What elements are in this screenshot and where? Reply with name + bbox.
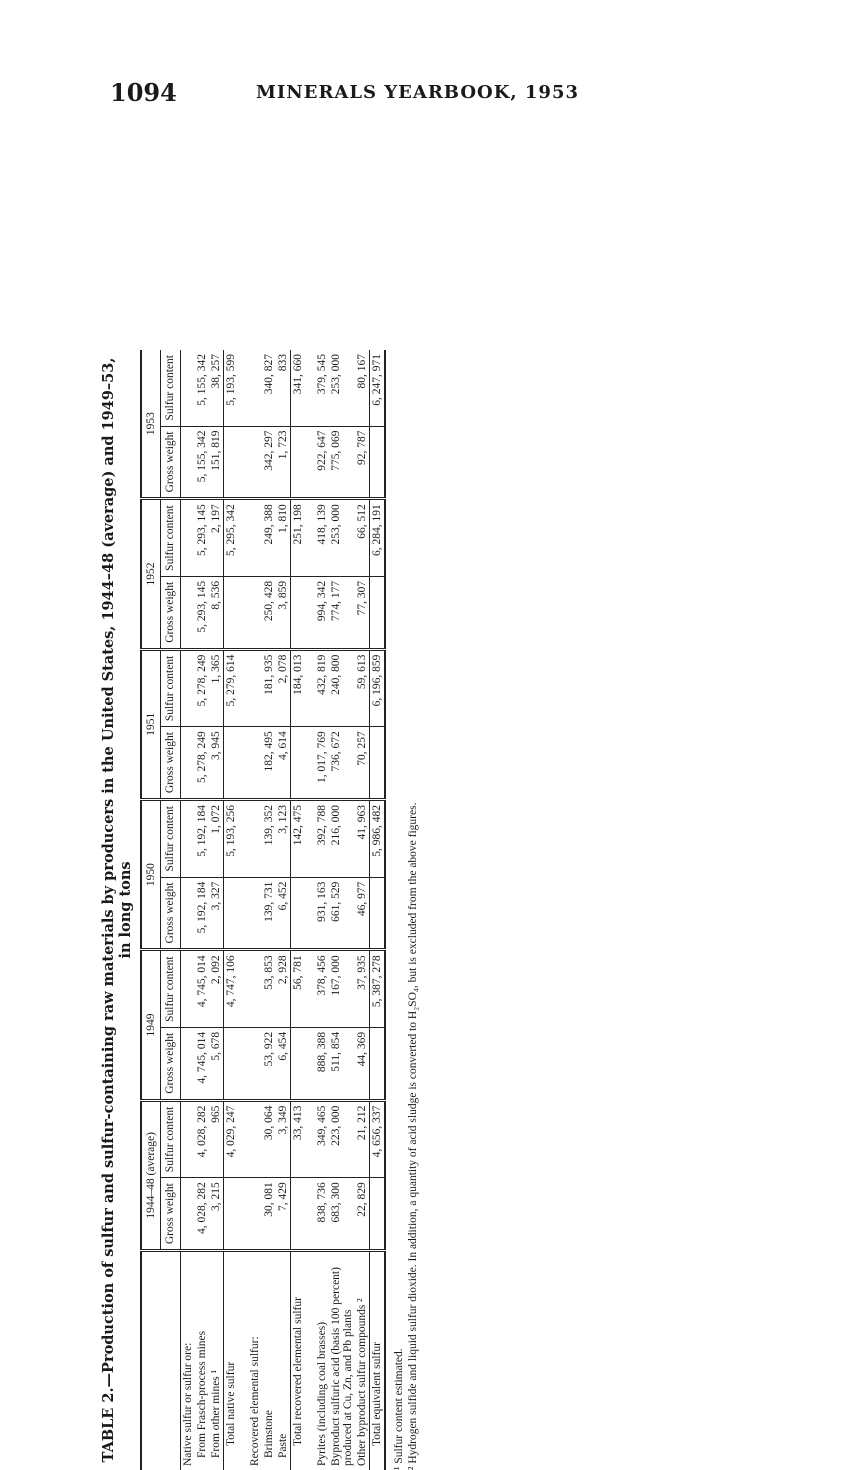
sulfur-header: Sulfur content <box>161 950 181 1028</box>
sulfur-content-cell: 392, 788 <box>315 799 329 877</box>
sulfur-content-cell: 3, 123 <box>276 799 291 877</box>
rotated-table-block <box>100 350 500 1470</box>
sulfur-content-cell: 2, 092 <box>209 950 224 1028</box>
year-header: 1952 <box>141 499 161 649</box>
gross-weight-cell <box>291 426 306 499</box>
row-label: Native sulfur or sulfur ore: <box>181 1251 196 1470</box>
gross-weight-cell: 4, 028, 282 <box>195 1178 209 1251</box>
gross-weight-cell <box>291 877 306 950</box>
table-row <box>355 350 370 1470</box>
caption-lead: TABLE 2. <box>100 1387 117 1462</box>
gross-weight-cell: 151, 819 <box>209 426 224 499</box>
gross-weight-cell <box>224 1027 239 1100</box>
table-row <box>329 350 355 1470</box>
table-body <box>181 350 386 1470</box>
gross-weight-cell: 4, 614 <box>276 727 291 800</box>
gross-weight-cell: 5, 293, 145 <box>195 576 209 649</box>
gross-weight-cell: 7, 429 <box>276 1178 291 1251</box>
row-label: Total equivalent sulfur <box>370 1251 386 1470</box>
sulfur-content-cell: 2, 197 <box>209 499 224 577</box>
row-label: Total native sulfur <box>224 1251 239 1470</box>
gross-weight-cell: 139, 731 <box>262 877 276 950</box>
table-row <box>370 350 386 1470</box>
year-header: 1949 <box>141 950 161 1100</box>
sulfur-content-cell: 6, 247, 971 <box>370 350 386 426</box>
sulfur-content-cell: 5, 293, 145 <box>195 499 209 577</box>
sulfur-header: Sulfur content <box>161 799 181 877</box>
sulfur-content-cell: 184, 013 <box>291 649 306 727</box>
sulfur-content-cell: 142, 475 <box>291 799 306 877</box>
sulfur-content-cell: 38, 257 <box>209 350 224 426</box>
footnote-2: ² Hydrogen sulfide and liquid sulfur dioxide. In addition, a quantity of acid sludge is converted to H₂SO₄, but is excluded from the above figures. <box>406 350 420 1470</box>
table-row <box>315 350 329 1470</box>
sulfur-content-cell: 1, 365 <box>209 649 224 727</box>
sulfur-content-cell: 1, 072 <box>209 799 224 877</box>
row-label: Pyrites (including coal brasses) <box>315 1251 329 1470</box>
gross-weight-cell: 3, 859 <box>276 576 291 649</box>
sulfur-content-cell: 2, 928 <box>276 950 291 1028</box>
gross-weight-cell <box>248 877 262 950</box>
gross-header: Gross weight <box>161 1027 181 1100</box>
gross-weight-cell: 3, 215 <box>209 1178 224 1251</box>
sulfur-content-cell <box>248 1100 262 1178</box>
year-header: 1944–48 (average) <box>141 1100 161 1250</box>
sulfur-content-cell <box>248 950 262 1028</box>
sulfur-content-cell: 216, 000 <box>329 799 355 877</box>
gross-weight-cell: 838, 736 <box>315 1178 329 1251</box>
gross-weight-cell <box>224 426 239 499</box>
gross-weight-cell: 77, 307 <box>355 576 370 649</box>
sulfur-content-cell: 341, 660 <box>291 350 306 426</box>
sulfur-content-cell: 3, 349 <box>276 1100 291 1178</box>
sulfur-content-cell: 30, 064 <box>262 1100 276 1178</box>
sulfur-content-cell: 139, 352 <box>262 799 276 877</box>
table-row <box>224 350 239 1470</box>
gross-weight-cell: 3, 327 <box>209 877 224 950</box>
gross-weight-cell: 6, 452 <box>276 877 291 950</box>
sulfur-content-cell: 251, 198 <box>291 499 306 577</box>
gross-weight-cell: 994, 342 <box>315 576 329 649</box>
gross-weight-cell: 4, 745, 014 <box>195 1027 209 1100</box>
row-label: Other byproduct sulfur compounds ² <box>355 1251 370 1470</box>
sulfur-content-cell <box>181 950 196 1028</box>
year-header: 1950 <box>141 799 161 949</box>
sulfur-content-cell: 53, 853 <box>262 950 276 1028</box>
gross-weight-cell: 92, 787 <box>355 426 370 499</box>
sulfur-content-cell: 4, 745, 014 <box>195 950 209 1028</box>
row-label: Paste <box>276 1251 291 1470</box>
sulfur-content-cell: 66, 512 <box>355 499 370 577</box>
gross-weight-cell: 53, 922 <box>262 1027 276 1100</box>
gross-weight-cell: 661, 529 <box>329 877 355 950</box>
gross-weight-cell: 70, 257 <box>355 727 370 800</box>
sulfur-content-cell: 1, 810 <box>276 499 291 577</box>
sulfur-content-cell <box>181 350 196 426</box>
caption-text: —Production of sulfur and sulfur-containing raw materials by producers in the United States, 1944–48 (average) and 1949–53, <box>100 358 117 1388</box>
sulfur-content-cell: 379, 545 <box>315 350 329 426</box>
row-label: Recovered elemental sulfur: <box>248 1251 262 1470</box>
sulfur-content-cell: 21, 212 <box>355 1100 370 1178</box>
sulfur-content-cell: 965 <box>209 1100 224 1178</box>
sulfur-header: Sulfur content <box>161 649 181 727</box>
gross-header: Gross weight <box>161 576 181 649</box>
gross-weight-cell <box>370 426 386 499</box>
gross-weight-cell <box>181 877 196 950</box>
table-row <box>248 350 262 1470</box>
gross-weight-cell: 342, 297 <box>262 426 276 499</box>
gross-weight-cell: 774, 177 <box>329 576 355 649</box>
gross-weight-cell: 30, 081 <box>262 1178 276 1251</box>
table-row <box>291 350 306 1470</box>
gross-weight-cell: 44, 369 <box>355 1027 370 1100</box>
year-header: 1953 <box>141 350 161 499</box>
gross-weight-cell: 5, 678 <box>209 1027 224 1100</box>
spacer-row <box>305 350 315 1470</box>
sulfur-content-cell: 5, 155, 342 <box>195 350 209 426</box>
sulfur-content-cell: 223, 000 <box>329 1100 355 1178</box>
sulfur-content-cell: 56, 781 <box>291 950 306 1028</box>
gross-weight-cell <box>248 426 262 499</box>
gross-weight-cell: 931, 163 <box>315 877 329 950</box>
row-label: Brimstone <box>262 1251 276 1470</box>
running-title: MINERALS YEARBOOK, 1953 <box>256 82 579 103</box>
footnote-1: ¹ Sulfur content estimated. <box>392 350 406 1470</box>
sulfur-content-cell: 378, 456 <box>315 950 329 1028</box>
sulfur-content-cell <box>248 350 262 426</box>
row-label: From other mines ¹ <box>209 1251 224 1470</box>
gross-header: Gross weight <box>161 426 181 499</box>
gross-weight-cell: 8, 536 <box>209 576 224 649</box>
gross-header: Gross weight <box>161 727 181 800</box>
sulfur-content-cell: 418, 139 <box>315 499 329 577</box>
gross-weight-cell <box>224 576 239 649</box>
gross-weight-cell <box>370 727 386 800</box>
gross-weight-cell <box>224 727 239 800</box>
sulfur-content-cell <box>248 649 262 727</box>
gross-weight-cell <box>370 1178 386 1251</box>
gross-weight-cell <box>224 877 239 950</box>
gross-weight-cell: 775, 069 <box>329 426 355 499</box>
sulfur-content-cell: 4, 028, 282 <box>195 1100 209 1178</box>
sulfur-content-cell <box>181 799 196 877</box>
sulfur-content-cell <box>248 799 262 877</box>
gross-weight-cell: 46, 977 <box>355 877 370 950</box>
gross-weight-cell <box>370 1027 386 1100</box>
gross-weight-cell <box>248 1027 262 1100</box>
table-row <box>195 350 209 1470</box>
gross-weight-cell <box>370 576 386 649</box>
sulfur-header: Sulfur content <box>161 1100 181 1178</box>
sulfur-content-cell: 41, 963 <box>355 799 370 877</box>
gross-weight-cell: 736, 672 <box>329 727 355 800</box>
sulfur-header: Sulfur content <box>161 499 181 577</box>
sulfur-content-cell: 349, 465 <box>315 1100 329 1178</box>
table-row <box>209 350 224 1470</box>
gross-weight-cell: 6, 454 <box>276 1027 291 1100</box>
year-header-row <box>141 350 161 1470</box>
sulfur-content-cell: 181, 935 <box>262 649 276 727</box>
sulfur-content-cell: 253, 000 <box>329 499 355 577</box>
row-label: From Frasch-process mines <box>195 1251 209 1470</box>
gross-weight-cell <box>181 576 196 649</box>
sulfur-content-cell: 37, 935 <box>355 950 370 1028</box>
gross-weight-cell <box>291 1027 306 1100</box>
sulfur-content-cell <box>181 499 196 577</box>
sulfur-content-cell <box>181 649 196 727</box>
sulfur-header: Sulfur content <box>161 350 181 426</box>
gross-weight-cell: 22, 829 <box>355 1178 370 1251</box>
sulfur-content-cell <box>248 499 262 577</box>
gross-weight-cell: 3, 945 <box>209 727 224 800</box>
label-header <box>141 1251 181 1470</box>
gross-header: Gross weight <box>161 877 181 950</box>
sulfur-content-cell: 5, 193, 256 <box>224 799 239 877</box>
gross-weight-cell <box>181 727 196 800</box>
sulfur-content-cell: 5, 192, 184 <box>195 799 209 877</box>
gross-weight-cell: 1, 017, 769 <box>315 727 329 800</box>
sulfur-content-cell <box>181 1100 196 1178</box>
sulfur-content-cell: 59, 613 <box>355 649 370 727</box>
year-header: 1951 <box>141 649 161 799</box>
gross-weight-cell: 5, 155, 342 <box>195 426 209 499</box>
sulfur-content-cell: 340, 827 <box>262 350 276 426</box>
gross-weight-cell: 250, 428 <box>262 576 276 649</box>
gross-weight-cell <box>224 1178 239 1251</box>
gross-weight-cell: 5, 278, 249 <box>195 727 209 800</box>
gross-weight-cell <box>248 576 262 649</box>
gross-weight-cell <box>181 1178 196 1251</box>
sulfur-content-cell: 80, 167 <box>355 350 370 426</box>
page-number: 1094 <box>110 78 177 107</box>
sulfur-content-cell: 833 <box>276 350 291 426</box>
footnotes <box>392 350 420 1470</box>
row-label: Total recovered elemental sulfur <box>291 1251 306 1470</box>
table-row <box>276 350 291 1470</box>
gross-weight-cell: 888, 388 <box>315 1027 329 1100</box>
gross-weight-cell <box>248 1178 262 1251</box>
sulfur-content-cell: 432, 819 <box>315 649 329 727</box>
table-row <box>181 350 196 1470</box>
gross-weight-cell <box>181 1027 196 1100</box>
caption-line2: in long tons <box>117 861 134 958</box>
sulfur-content-cell: 253, 000 <box>329 350 355 426</box>
gross-weight-cell: 683, 300 <box>329 1178 355 1251</box>
spacer-row <box>238 350 248 1470</box>
sulfur-content-cell: 5, 387, 278 <box>370 950 386 1028</box>
gross-weight-cell: 511, 854 <box>329 1027 355 1100</box>
sulfur-content-cell: 6, 196, 859 <box>370 649 386 727</box>
sulfur-content-cell: 240, 800 <box>329 649 355 727</box>
sulfur-content-cell: 6, 284, 191 <box>370 499 386 577</box>
table-caption <box>100 350 134 1470</box>
sulfur-content-cell: 5, 279, 614 <box>224 649 239 727</box>
gross-weight-cell: 5, 192, 184 <box>195 877 209 950</box>
sulfur-content-cell: 2, 078 <box>276 649 291 727</box>
gross-weight-cell <box>291 1178 306 1251</box>
sulfur-content-cell: 33, 413 <box>291 1100 306 1178</box>
sulfur-content-cell: 4, 656, 337 <box>370 1100 386 1178</box>
gross-header: Gross weight <box>161 1178 181 1251</box>
sulfur-content-cell: 5, 295, 342 <box>224 499 239 577</box>
gross-weight-cell: 1, 723 <box>276 426 291 499</box>
gross-weight-cell <box>181 426 196 499</box>
sulfur-content-cell: 4, 029, 247 <box>224 1100 239 1178</box>
sulfur-content-cell: 249, 388 <box>262 499 276 577</box>
table-row <box>262 350 276 1470</box>
gross-weight-cell <box>291 576 306 649</box>
gross-weight-cell <box>370 877 386 950</box>
gross-weight-cell: 922, 647 <box>315 426 329 499</box>
sulfur-content-cell: 5, 986, 482 <box>370 799 386 877</box>
sulfur-content-cell: 5, 278, 249 <box>195 649 209 727</box>
gross-weight-cell <box>248 727 262 800</box>
sulfur-content-cell: 167, 000 <box>329 950 355 1028</box>
sulfur-content-cell: 5, 193, 599 <box>224 350 239 426</box>
gross-weight-cell <box>291 727 306 800</box>
sulfur-content-cell: 4, 747, 106 <box>224 950 239 1028</box>
production-table <box>140 350 386 1470</box>
gross-weight-cell: 182, 495 <box>262 727 276 800</box>
row-label: Byproduct sulfuric acid (basis 100 percent) produced at Cu, Zn, and Pb plants <box>329 1251 355 1470</box>
